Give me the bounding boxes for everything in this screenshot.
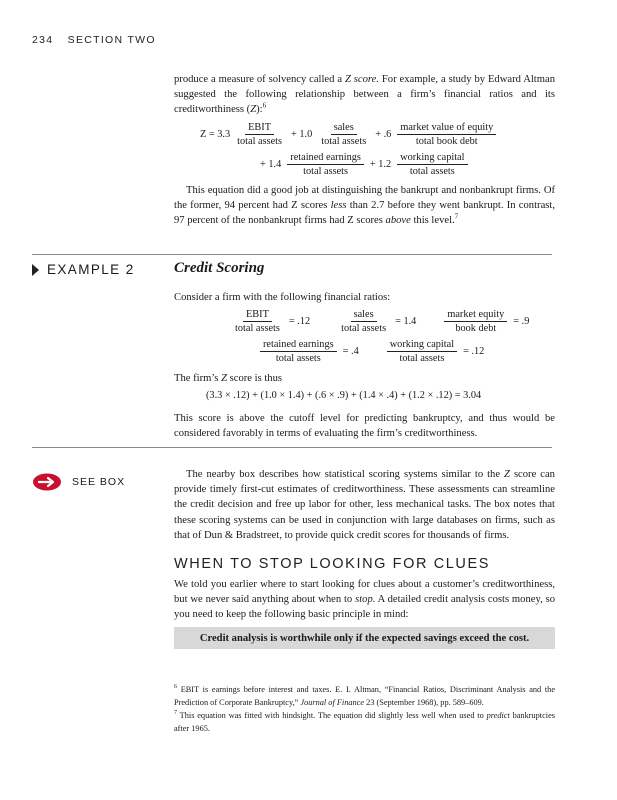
footnote-number: 7 xyxy=(174,710,177,717)
denominator: total assets xyxy=(321,136,367,147)
numerator: retained earnings xyxy=(260,339,337,352)
numerator: sales xyxy=(351,309,377,322)
text: score can provide timely first-cut estimates of creditworthiness. These assessments can streamline the credit decision and free up labor for other, less mechanical tasks. The box notes that these scoring systems can be used in conjunction with large databases on firms, such as that of Dun & Bradstreet, to provide quick credit scores for thousands of firms. xyxy=(174,469,555,541)
ratio-ebit xyxy=(232,309,283,334)
equation-lhs: Z = 3.3 xyxy=(200,129,231,140)
numerator: EBIT xyxy=(243,309,272,322)
text: produce a measure of solvency called a xyxy=(174,74,345,85)
footnote-7 xyxy=(174,710,555,735)
numerator: market equity xyxy=(444,309,507,322)
ratio-market-equity xyxy=(444,309,507,334)
divider xyxy=(32,447,552,448)
example-conclusion: This score is above the cutoff level for predicting bankruptcy, and thus would be considered favorably in terms of evaluating the firm’s creditworthiness. xyxy=(174,413,555,440)
ratio-retained-earnings xyxy=(260,339,337,364)
denominator: total book debt xyxy=(415,136,478,147)
footnote-6 xyxy=(174,684,555,709)
ratio-working-capital xyxy=(387,339,457,364)
z-equation-line-1 xyxy=(200,122,500,147)
footnote-number: 6 xyxy=(174,684,177,691)
ratio-value: = .9 xyxy=(513,316,530,327)
coefficient: + .6 xyxy=(375,129,392,140)
text: This equation did a good job at distinguishing the bankrupt and nonbankrupt firms. Of the former, 94 percent had Z scores xyxy=(174,185,555,212)
numerator: working capital xyxy=(397,152,467,165)
ratio-value: = .12 xyxy=(463,346,485,357)
text: The nearby box describes how statistical scoring systems similar to the xyxy=(186,469,505,480)
see-box-arrow-icon xyxy=(32,473,62,491)
text: This equation was fitted with hindsight. The equation did slightly less well when used to xyxy=(179,711,487,720)
z-equation-line-2 xyxy=(258,152,472,177)
numerator: EBIT xyxy=(245,122,274,135)
example-label xyxy=(32,262,135,277)
footnote-ref-7: 7 xyxy=(454,212,459,221)
text: A detailed credit analysis costs money, so you need to keep the following basic principle in mind: xyxy=(174,594,555,621)
intro-paragraph xyxy=(174,72,555,118)
text-italic: less xyxy=(330,200,347,212)
text: We told you earlier where to start looking for clues about a customer’s creditworthiness, but we never said anything about when to xyxy=(174,579,555,606)
ratio-value: = 1.4 xyxy=(395,316,417,327)
fraction-retained-earnings xyxy=(287,152,364,177)
denominator: total assets xyxy=(341,323,387,334)
footnote-ref-6: 6 xyxy=(262,101,267,110)
text: than 2.7 before they went bankrupt. In contrast, 97 percent of the nonbankrupt firms had Z scores xyxy=(174,200,555,227)
denominator: total assets xyxy=(235,323,280,334)
text: ): xyxy=(256,104,263,116)
page-number: 234 xyxy=(32,34,54,46)
z-score-lead xyxy=(174,371,555,386)
denominator: total assets xyxy=(409,166,455,177)
example-title: Credit Scoring xyxy=(174,260,265,276)
text: The firm’s xyxy=(174,373,222,384)
text-italic: stop. xyxy=(355,594,376,606)
numerator: sales xyxy=(331,122,357,135)
principle-callout: Credit analysis is worthwhile only if the expected savings exceed the cost. xyxy=(174,627,555,649)
journal-title: Journal of Finance xyxy=(300,697,365,707)
text-italic: Z xyxy=(504,469,510,480)
numerator: retained earnings xyxy=(287,152,364,165)
see-box-label xyxy=(32,473,125,491)
denominator: total assets xyxy=(237,136,283,147)
see-box-text: SEE BOX xyxy=(72,476,126,488)
fraction-working-capital xyxy=(397,152,467,177)
ratio-value: = .4 xyxy=(342,346,359,357)
denominator: total assets xyxy=(275,353,321,364)
text: bankruptcies after 1965. xyxy=(174,711,555,733)
running-header xyxy=(32,34,156,46)
stop-paragraph xyxy=(174,577,555,623)
ratio-sales xyxy=(338,309,389,334)
z-score-calculation: (3.3 × .12) + (1.0 × 1.4) + (.6 × .9) + (1.4 × .4) + (1.2 × .12) = 3.04 xyxy=(206,390,482,401)
text-italic: above xyxy=(385,215,411,227)
coefficient: + 1.0 xyxy=(291,129,313,140)
results-paragraph xyxy=(174,183,555,229)
fraction-ebit xyxy=(234,122,285,147)
numerator: working capital xyxy=(387,339,457,352)
section-label: SECTION TWO xyxy=(67,34,156,46)
denominator: total assets xyxy=(303,166,349,177)
example-number: EXAMPLE 2 xyxy=(47,262,135,277)
text: EBIT is earnings before interest and taxes. E. I. Altman, “Financial Ratios, Discriminant Analysis and the Prediction of Corporate Bankruptcy,” xyxy=(174,685,555,707)
text-italic: Z xyxy=(221,373,227,384)
text-italic: Z score. xyxy=(344,74,379,85)
ratio-value: = .12 xyxy=(288,316,311,327)
text: For example, a study by Edward Altman suggested the following relationship between a firm’s financial ratios and its creditworthiness ( xyxy=(174,74,555,116)
denominator: total assets xyxy=(399,353,445,364)
denominator: book debt xyxy=(455,323,497,334)
coefficient: + 1.4 xyxy=(260,159,282,170)
fraction-sales xyxy=(318,122,369,147)
text: 23 (September 1968), pp. 589–609. xyxy=(364,697,484,707)
divider xyxy=(32,254,552,255)
text-italic: Z xyxy=(250,104,257,116)
section-heading: WHEN TO STOP LOOKING FOR CLUES xyxy=(174,556,491,572)
numerator: market value of equity xyxy=(397,122,496,135)
text-italic: predict xyxy=(486,711,510,720)
triangle-marker-icon xyxy=(32,264,39,276)
coefficient: + 1.2 xyxy=(369,159,392,170)
scoring-paragraph xyxy=(174,467,555,543)
ratios-line-2 xyxy=(256,339,486,364)
fraction-market-value xyxy=(397,122,496,147)
text: this level. xyxy=(410,215,455,227)
example-intro: Consider a firm with the following financial ratios: xyxy=(174,292,391,303)
ratios-line-1 xyxy=(228,309,531,334)
text: score is thus xyxy=(226,373,283,384)
